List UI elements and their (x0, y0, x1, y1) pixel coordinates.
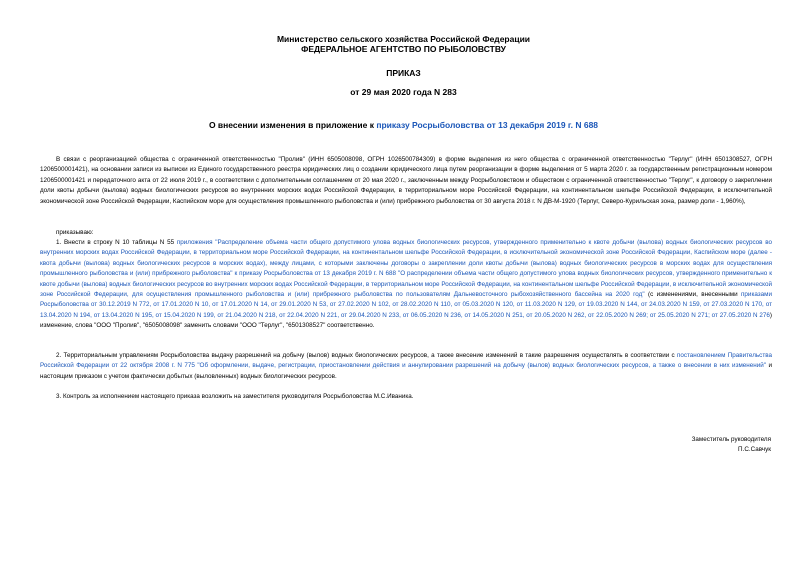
title-order-link[interactable]: приказу Росрыболовства от 13 декабря 2019 г. N 688 (376, 120, 599, 130)
signature-name: П.С.Савчук (738, 446, 771, 453)
item-3-paragraph: 3. Контроль за исполнением настоящего приказа возложить на заместителя руководителя Росрыболовства М.С.Иваника. (56, 393, 414, 400)
item-2-suffix: и настоящим приказом с учетом фактически добытых (выловленных) водных биологических ресурсов. (40, 362, 772, 380)
title-prefix: О внесении изменения в приложение к (208, 120, 377, 130)
item-1-appendix-link[interactable]: приложения "Распределение объема части общего допустимого улова водных биологических ресурсов, утвержденного применительно к квоте добычи (вылова) водных биологических ресурсов во внутренних морских водах Российской Федерации, в территориальном море Российской Федерации, на континентальном шельфе Российской Федерации, в исключительной экономической зоне Российской Федерации, Каспийском море (далее - квота добычи (вылова) водных биологических ресурсов в морских водах), между лицами, с которыми заключены договоры о закреплении доли квоты добычи (вылова) водных биологических ресурсов в морских водах для осуществления промышленного рыболовства и (или) прибрежного рыболовства" к приказу Росрыболовства от 13 декабря 2019 г. N 688 "О распределении объема части общего допустимого улова водных биологических ресурсов, утвержденного применительно к квоте добычи (вылова) водных биологических ресурсов во внутренних морских водах Российской Федерации, в территориальном море Российской Федерации, на континентальном шельфе Российской Федерации, в исключительной экономической зоне Российской Федерации, для осуществления промышленного рыболовства и (или) прибрежного рыболовства по пользователям Дальневосточного рыбохозяйственного бассейна на 2020 год" (40, 239, 772, 299)
item-2-prefix: 2. Территориальным управлениям Росрыболовства выдачу разрешений на добычу (вылов) водных биологических ресурсов, а также внесение изменений в такие разрешения осуществлять в соответствии с (56, 352, 677, 359)
item-1-mid: (с изменениями, внесенными (644, 291, 742, 299)
document-date-number: от 29 мая 2020 года N 283 (350, 87, 457, 97)
document-title (0, 120, 807, 130)
order-word: приказываю: (56, 229, 94, 236)
document-type: ПРИКАЗ (386, 68, 421, 78)
ministry-name: Министерство сельского хозяйства Российской Федерации (276, 34, 531, 44)
item-1-paragraph (40, 238, 772, 332)
item-1-suffix: ) изменение, слова "ООО "Пролив", "6505008098" заменить словами "ООО "Терлуг", "6501308527" соответственно. (40, 311, 772, 330)
item-2-paragraph (40, 351, 772, 382)
item-1-amendments-link[interactable]: приказами Росрыболовства от 30.12.2019 N 772, от 17.01.2020 N 10, от 17.01.2020 N 14, от 29.01.2020 N 53, от 27.02.2020 N 102, от 28.02.2020 N 110, от 05.03.2020 N 120, от 11.03.2020 N 129, от 19.03.2020 N 144, от 24.03.2020 N 159, от 27.03.2020 N 170, от 13.04.2020 N 194, от 13.04.2020 N 195, от 15.04.2020 N 199, от 21.04.2020 N 218, от 22.04.2020 N 221, от 29.04.2020 N 233, от 06.05.2020 N 236, от 14.05.2020 N 251, от 20.05.2020 N 262, от 22.05.2020 N 269; от 25.05.2020 N 271; от 27.05.2020 N 276 (40, 291, 773, 319)
item-2-decree-link[interactable]: постановлением Правительства Российской Федерации от 22 октября 2008 г. N 775 "Об оформлении, выдаче, регистрации, приостановлении действия и аннулировании разрешений на добычу (вылов) водных биологических ресурсов, а также о внесении в них изменений" (40, 352, 772, 370)
agency-name: ФЕДЕРАЛЬНОЕ АГЕНТСТВО ПО РЫБОЛОВСТВУ (301, 44, 506, 54)
item-1-prefix: 1. Внести в строку N 10 таблицы N 55 (56, 239, 177, 246)
signature-position: Заместитель руководителя (691, 436, 771, 443)
preamble-paragraph: В связи с реорганизацией общества с ограниченной ответственностью "Пролив" (ИНН 6505008098, ОГРН 1026500784309) в форме выделения из него общества с ограниченной ответственностью "Терлуг" (ИНН 6501308527, ОГРН 1206500001421), на основании записи из выписки из Единого государственного реестра юридических лиц о создании юридического лица путем реорганизации в форме выделения от 5 марта 2020 г. за государственным регистрационным номером 1206500001421 и передаточного акта от 22 июля 2019 г., в соответствии с дополнительным соглашением от 20 мая 2020 г., заключенным между Росрыболовством и обществом с ограниченной ответственностью "Терлуг", к договору о закреплении доли квоты добычи (вылова) водных биологических ресурсов во внутренних морских водах Российской Федерации, в территориальном море Российской Федерации, на континентальном шельфе Российской Федерации, в исключительной экономической зоне Российской Федерации, Каспийском море для осуществления промышленного рыболовства и (или) прибрежного рыболовства от 30 августа 2018 г. N ДВ-М-1920 (Терлуг, Северо-Курильская зона, размер доли - 1,960%), (40, 156, 772, 205)
